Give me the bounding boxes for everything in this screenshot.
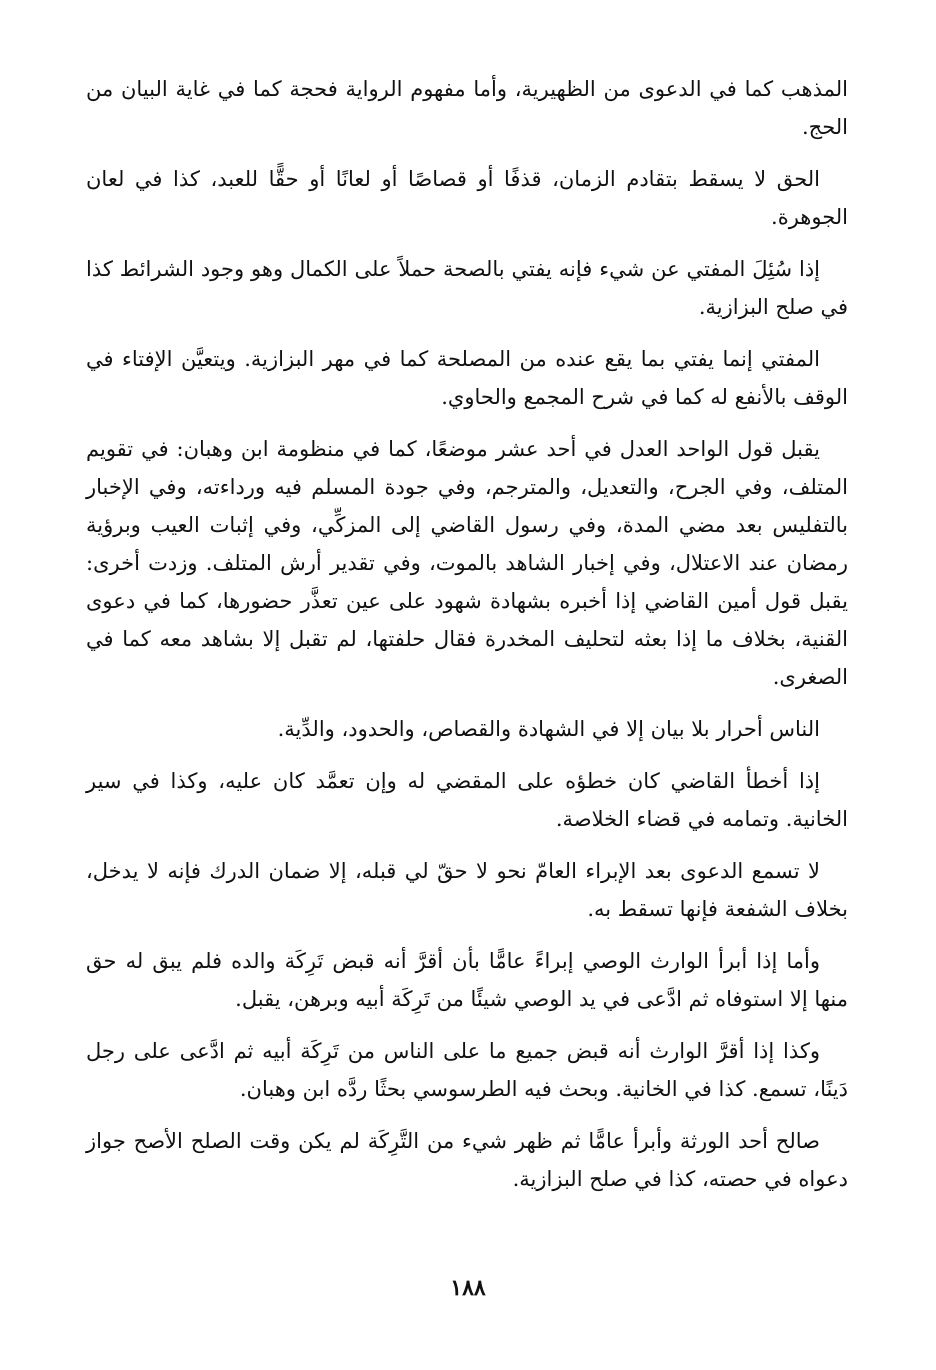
paragraph: الحق لا يسقط بتقادم الزمان، قذفًا أو قصاصًا أو لعانًا أو حقًّا للعبد، كذا في لعان الجوهرة. xyxy=(86,167,848,229)
page-number: ١٨٨ xyxy=(450,1275,486,1301)
paragraph: صالح أحد الورثة وأبرأ عامًّا ثم ظهر شيء من التَّرِكَة لم يكن وقت الصلح الأصح جواز دعواه في حصته، كذا في صلح البزازية. xyxy=(86,1129,848,1191)
paragraph: لا تسمع الدعوى بعد الإبراء العامّ نحو لا حقّ لي قبله، إلا ضمان الدرك فإنه لا يدخل، بخلاف الشفعة فإنها تسقط به. xyxy=(86,859,848,921)
paragraph: المفتي إنما يفتي بما يقع عنده من المصلحة كما في مهر البزازية. ويتعيَّن الإفتاء في الوقف بالأنفع له كما في شرح المجمع والحاوي. xyxy=(86,347,848,409)
paragraph: وأما إذا أبرأ الوارث الوصي إبراءً عامًّا بأن أقرَّ أنه قبض تَرِكَة والده فلم يبق له حق منها إلا استوفاه ثم ادَّعى في يد الوصي شيئًا من تَرِكَة أبيه وبرهن، يقبل. xyxy=(86,949,848,1011)
paragraph: وكذا إذا أقرَّ الوارث أنه قبض جميع ما على الناس من تَرِكَة أبيه ثم ادَّعى على رجل دَينًا، تسمع. كذا في الخانية. وبحث فيه الطرسوسي بحثًا ردَّه ابن وهبان. xyxy=(86,1039,848,1101)
paragraph: إذا أخطأ القاضي كان خطؤه على المقضي له وإن تعمَّد كان عليه، وكذا في سير الخانية. وتمامه في قضاء الخلاصة. xyxy=(86,769,848,831)
paragraph: المذهب كما في الدعوى من الظهيرية، وأما مفهوم الرواية فحجة كما في غاية البيان من الحج. xyxy=(86,77,848,139)
paragraph: يقبل قول الواحد العدل في أحد عشر موضعًا، كما في منظومة ابن وهبان: في تقويم المتلف، وفي الجرح، والتعديل، والمترجم، وفي جودة المسلم فيه ورداءته، وفي الإخبار بالتفليس بعد مضي المدة، وفي رسول القاضي إلى المزكِّي، وفي إثبات العيب وبرؤية رمضان عند الاعتلال، وفي إخبار الشاهد بالموت، وفي تقدير أرش المتلف. وزدت أخرى: يقبل قول أمين القاضي إذا أخبره بشهادة شهود على عين تعذَّر حضورها، كما في دعوى القنية، بخلاف ما إذا بعثه لتحليف المخدرة فقال حلفتها، لم تقبل إلا بشاهد معه كما في الصغرى. xyxy=(86,437,848,689)
body-text xyxy=(86,70,848,1212)
paragraph: الناس أحرار بلا بيان إلا في الشهادة والقصاص، والحدود، والدِّية. xyxy=(277,717,820,741)
paragraph: إذا سُئِلَ المفتي عن شيء فإنه يفتي بالصحة حملاً على الكمال وهو وجود الشرائط كذا في صلح البزازية. xyxy=(86,257,848,319)
